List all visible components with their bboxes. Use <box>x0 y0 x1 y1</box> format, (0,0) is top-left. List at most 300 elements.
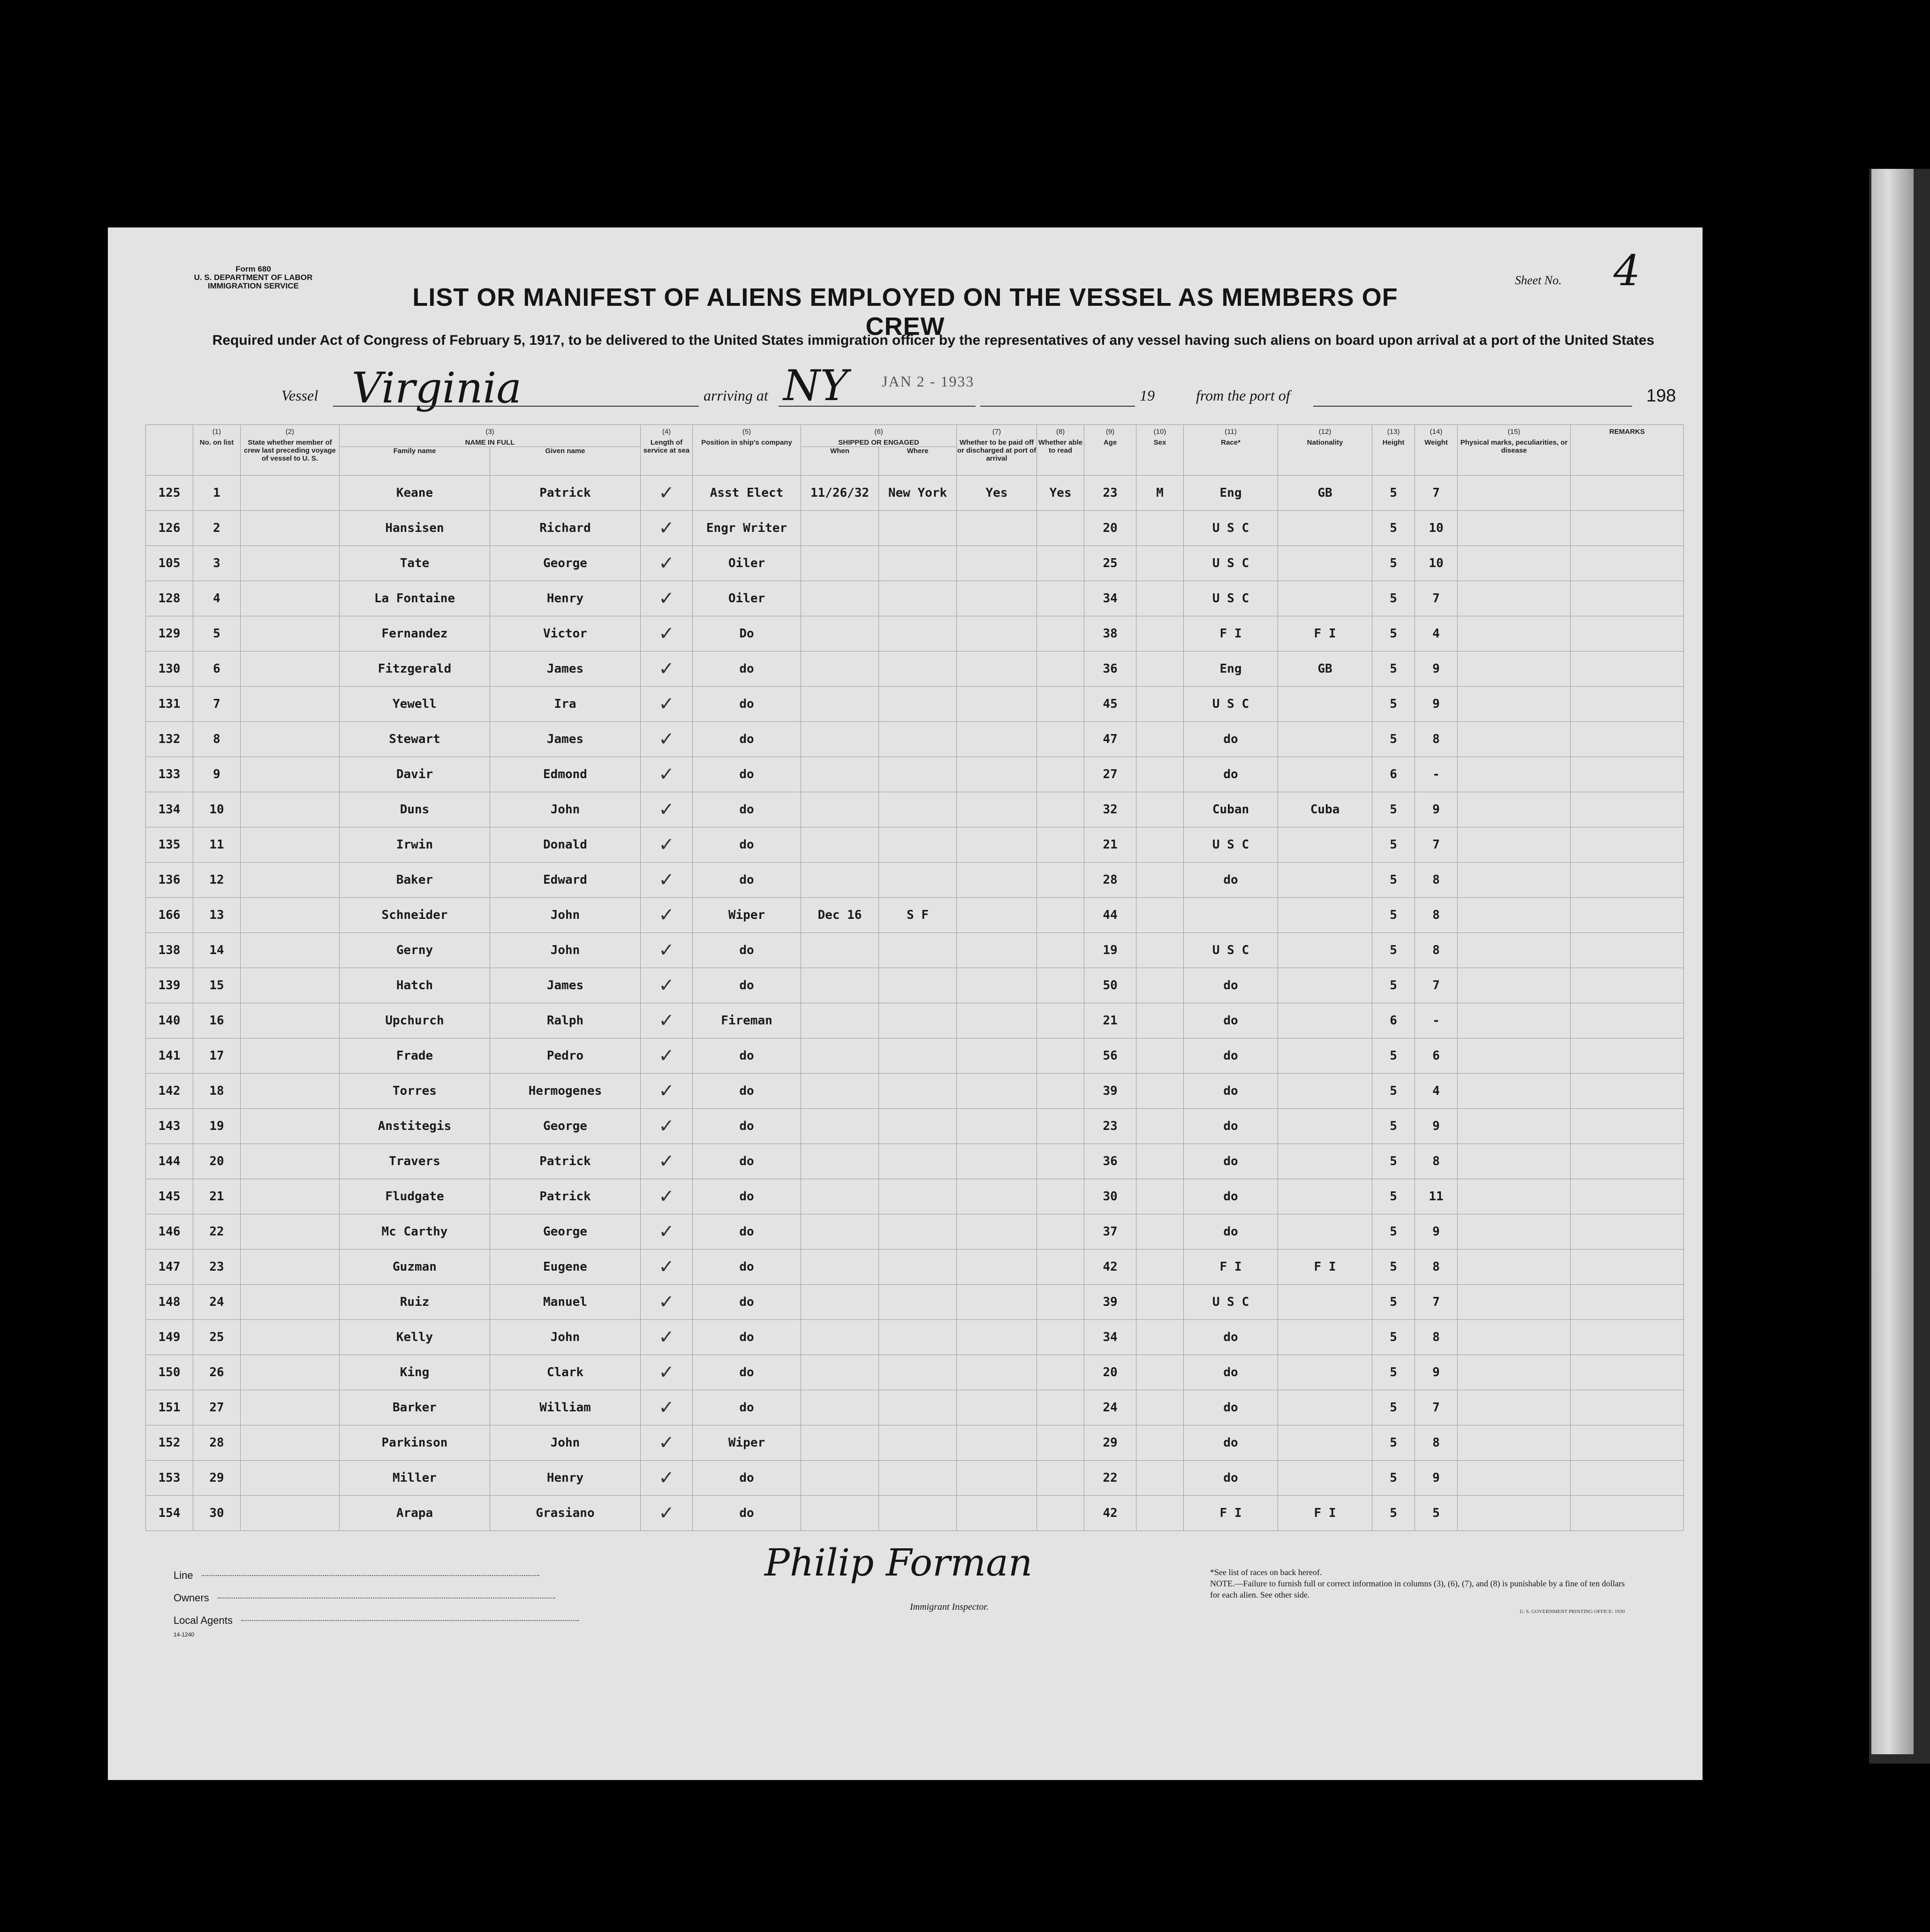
able-to-read-cell <box>1037 1461 1084 1496</box>
able-to-read-cell <box>1037 722 1084 757</box>
nationality-cell <box>1278 1390 1372 1425</box>
able-to-read-cell <box>1037 652 1084 687</box>
check-mark-icon: ✓ <box>658 1467 674 1489</box>
physical-marks-cell <box>1458 511 1571 546</box>
family-name-cell: Fludgate <box>340 1179 490 1214</box>
remarks-cell <box>1571 476 1684 511</box>
physical-marks-cell <box>1458 898 1571 933</box>
paid-off-cell <box>957 933 1037 968</box>
sheet-label: Sheet No. <box>1515 273 1562 287</box>
last-voyage-cell <box>241 1461 340 1496</box>
table-row <box>146 616 1684 652</box>
last-voyage-cell <box>241 1109 340 1144</box>
race-cell: U S C <box>1184 511 1278 546</box>
height-cell: 6 <box>1372 1003 1415 1038</box>
height-cell: 5 <box>1372 1285 1415 1320</box>
shipped-when-cell <box>801 933 879 968</box>
row-number-cell: 24 <box>193 1285 241 1320</box>
physical-marks-cell <box>1458 722 1571 757</box>
remarks-cell <box>1571 933 1684 968</box>
table-row <box>146 476 1684 511</box>
age-cell: 56 <box>1084 1038 1136 1074</box>
shipped-when-cell <box>801 511 879 546</box>
ref-cell: 149 <box>146 1320 193 1355</box>
shipped-when-cell <box>801 1285 879 1320</box>
race-cell: do <box>1184 722 1278 757</box>
given-name-cell: Eugene <box>490 1250 641 1285</box>
last-voyage-cell <box>241 1390 340 1425</box>
position-cell: do <box>693 652 801 687</box>
given-name-cell: Henry <box>490 581 641 616</box>
sex-cell <box>1136 616 1184 652</box>
shipped-when-cell <box>801 968 879 1003</box>
col-sex-header: (10) Sex <box>1136 425 1184 476</box>
service-check-cell <box>641 616 693 652</box>
last-voyage-cell <box>241 1038 340 1074</box>
check-mark-icon: ✓ <box>658 764 674 785</box>
height-cell: 5 <box>1372 1214 1415 1250</box>
weight-cell: 8 <box>1415 933 1458 968</box>
age-cell: 25 <box>1084 546 1136 581</box>
position-cell: do <box>693 1074 801 1109</box>
given-name-cell: Henry <box>490 1461 641 1496</box>
shipped-when-cell <box>801 1461 879 1496</box>
height-cell: 6 <box>1372 757 1415 792</box>
family-name-cell: Irwin <box>340 827 490 863</box>
service-check-cell <box>641 1390 693 1425</box>
remarks-cell <box>1571 1144 1684 1179</box>
physical-marks-cell <box>1458 1320 1571 1355</box>
date-stamp: JAN 2 - 1933 <box>882 373 975 390</box>
age-cell: 20 <box>1084 511 1136 546</box>
family-name-cell: Upchurch <box>340 1003 490 1038</box>
table-row <box>146 1003 1684 1038</box>
given-name-cell: James <box>490 968 641 1003</box>
shipped-when-cell <box>801 1109 879 1144</box>
able-to-read-cell <box>1037 792 1084 827</box>
last-voyage-cell <box>241 1320 340 1355</box>
remarks-cell <box>1571 687 1684 722</box>
shipped-when-cell <box>801 1320 879 1355</box>
position-cell: do <box>693 1144 801 1179</box>
shipped-when-cell <box>801 1003 879 1038</box>
paid-off-cell <box>957 1320 1037 1355</box>
nationality-cell <box>1278 687 1372 722</box>
able-to-read-cell <box>1037 933 1084 968</box>
service-check-cell <box>641 722 693 757</box>
shipped-when-cell <box>801 1144 879 1179</box>
shipped-where-cell <box>879 1355 957 1390</box>
table-row <box>146 722 1684 757</box>
physical-marks-cell <box>1458 652 1571 687</box>
family-name-cell: Gerny <box>340 933 490 968</box>
race-cell: U S C <box>1184 827 1278 863</box>
check-mark-icon: ✓ <box>658 975 674 996</box>
age-cell: 50 <box>1084 968 1136 1003</box>
weight-cell: 5 <box>1415 1496 1458 1531</box>
ref-cell: 151 <box>146 1390 193 1425</box>
shipped-where-cell <box>879 1074 957 1109</box>
nationality-cell <box>1278 1285 1372 1320</box>
physical-marks-cell <box>1458 476 1571 511</box>
height-cell: 5 <box>1372 1250 1415 1285</box>
nationality-cell: GB <box>1278 652 1372 687</box>
given-name-cell: John <box>490 792 641 827</box>
service-check-cell <box>641 546 693 581</box>
given-name-cell: Victor <box>490 616 641 652</box>
physical-marks-cell <box>1458 616 1571 652</box>
table-row <box>146 511 1684 546</box>
height-cell: 5 <box>1372 1425 1415 1461</box>
race-cell: do <box>1184 1461 1278 1496</box>
sex-cell <box>1136 827 1184 863</box>
paid-off-cell <box>957 687 1037 722</box>
race-cell: F I <box>1184 1250 1278 1285</box>
age-cell: 39 <box>1084 1285 1136 1320</box>
age-cell: 21 <box>1084 1003 1136 1038</box>
from-port-label: from the port of <box>1196 387 1290 404</box>
sex-cell <box>1136 1074 1184 1109</box>
table-row <box>146 863 1684 898</box>
able-to-read-cell <box>1037 1285 1084 1320</box>
age-cell: 19 <box>1084 933 1136 968</box>
table-row <box>146 1250 1684 1285</box>
race-cell: F I <box>1184 616 1278 652</box>
paid-off-cell <box>957 1390 1037 1425</box>
nationality-cell <box>1278 863 1372 898</box>
nationality-cell: GB <box>1278 476 1372 511</box>
paid-off-cell <box>957 1355 1037 1390</box>
agents-field: Local Agents <box>174 1609 579 1632</box>
given-name-cell: Manuel <box>490 1285 641 1320</box>
ref-cell: 126 <box>146 511 193 546</box>
last-voyage-cell <box>241 827 340 863</box>
age-cell: 20 <box>1084 1355 1136 1390</box>
age-cell: 37 <box>1084 1214 1136 1250</box>
physical-marks-cell <box>1458 1144 1571 1179</box>
family-name-cell: Ruiz <box>340 1285 490 1320</box>
where-header: Where <box>879 447 957 476</box>
service-check-cell <box>641 1496 693 1531</box>
col-read-header: (8) Whether able to read <box>1037 425 1084 476</box>
physical-marks-cell <box>1458 1425 1571 1461</box>
position-cell: Engr Writer <box>693 511 801 546</box>
nationality-cell <box>1278 827 1372 863</box>
ref-cell: 134 <box>146 792 193 827</box>
col-nationality-header: (12) Nationality <box>1278 425 1372 476</box>
paid-off-cell <box>957 1214 1037 1250</box>
able-to-read-cell <box>1037 968 1084 1003</box>
weight-cell: 9 <box>1415 792 1458 827</box>
weight-cell: 7 <box>1415 581 1458 616</box>
nationality-cell <box>1278 1425 1372 1461</box>
owners-field: Owners <box>174 1587 579 1609</box>
ref-cell: 136 <box>146 863 193 898</box>
check-mark-icon: ✓ <box>658 482 674 504</box>
race-cell: do <box>1184 1320 1278 1355</box>
physical-marks-cell <box>1458 1285 1571 1320</box>
remarks-cell <box>1571 1425 1684 1461</box>
check-mark-icon: ✓ <box>658 869 674 891</box>
given-name-cell: Pedro <box>490 1038 641 1074</box>
age-cell: 36 <box>1084 1144 1136 1179</box>
arriving-port: NY <box>783 361 848 410</box>
sex-cell <box>1136 1144 1184 1179</box>
nationality-cell <box>1278 581 1372 616</box>
table-row <box>146 1496 1684 1531</box>
shipped-where-cell: New York <box>879 476 957 511</box>
age-cell: 22 <box>1084 1461 1136 1496</box>
height-cell: 5 <box>1372 581 1415 616</box>
service-check-cell <box>641 933 693 968</box>
race-cell: do <box>1184 1214 1278 1250</box>
able-to-read-cell <box>1037 1144 1084 1179</box>
family-name-cell: Barker <box>340 1390 490 1425</box>
height-cell: 5 <box>1372 546 1415 581</box>
physical-marks-cell <box>1458 1003 1571 1038</box>
shipped-where-cell <box>879 1285 957 1320</box>
physical-marks-cell <box>1458 933 1571 968</box>
remarks-cell <box>1571 1320 1684 1355</box>
race-cell: do <box>1184 1179 1278 1214</box>
check-mark-icon: ✓ <box>658 904 674 926</box>
shipped-where-cell: S F <box>879 898 957 933</box>
check-mark-icon: ✓ <box>658 1221 674 1243</box>
footer-fields <box>174 1564 579 1637</box>
able-to-read-cell <box>1037 827 1084 863</box>
service-check-cell <box>641 792 693 827</box>
service-check-cell <box>641 757 693 792</box>
weight-cell: 9 <box>1415 1355 1458 1390</box>
row-number-cell: 8 <box>193 722 241 757</box>
position-cell: Asst Elect <box>693 476 801 511</box>
ref-cell: 143 <box>146 1109 193 1144</box>
shipped-when-cell <box>801 1390 879 1425</box>
last-voyage-cell <box>241 581 340 616</box>
column-header-row <box>146 425 1684 447</box>
able-to-read-cell <box>1037 1250 1084 1285</box>
col-race-header: (11) Race* <box>1184 425 1278 476</box>
ref-cell: 150 <box>146 1355 193 1390</box>
physical-marks-cell <box>1458 792 1571 827</box>
shipped-when-cell <box>801 1214 879 1250</box>
weight-cell: 7 <box>1415 1390 1458 1425</box>
paid-off-cell <box>957 1496 1037 1531</box>
check-mark-icon: ✓ <box>658 658 674 680</box>
position-cell: Wiper <box>693 898 801 933</box>
family-name-cell: Travers <box>340 1144 490 1179</box>
ref-cell: 129 <box>146 616 193 652</box>
paid-off-cell <box>957 1109 1037 1144</box>
row-number-cell: 17 <box>193 1038 241 1074</box>
race-cell: Cuban <box>1184 792 1278 827</box>
sex-cell <box>1136 1285 1184 1320</box>
remarks-cell <box>1571 1285 1684 1320</box>
sex-cell <box>1136 968 1184 1003</box>
age-cell: 39 <box>1084 1074 1136 1109</box>
given-name-cell: George <box>490 1109 641 1144</box>
table-row <box>146 581 1684 616</box>
age-cell: 34 <box>1084 581 1136 616</box>
sex-cell <box>1136 722 1184 757</box>
row-number-cell: 4 <box>193 581 241 616</box>
shipped-where-cell <box>879 1179 957 1214</box>
shipped-where-cell <box>879 792 957 827</box>
col-paid-off-header: (7) Whether to be paid off or discharged at port of arrival <box>957 425 1037 476</box>
year-prefix: 19 <box>1140 387 1155 404</box>
paid-off-cell <box>957 968 1037 1003</box>
remarks-cell <box>1571 1390 1684 1425</box>
paid-off-cell <box>957 546 1037 581</box>
check-mark-icon: ✓ <box>658 623 674 644</box>
height-cell: 5 <box>1372 1390 1415 1425</box>
able-to-read-cell <box>1037 687 1084 722</box>
family-name-cell: Kelly <box>340 1320 490 1355</box>
height-cell: 5 <box>1372 722 1415 757</box>
remarks-cell <box>1571 968 1684 1003</box>
sex-cell <box>1136 933 1184 968</box>
shipped-where-cell <box>879 581 957 616</box>
position-cell: do <box>693 863 801 898</box>
ref-cell: 154 <box>146 1496 193 1531</box>
nationality-cell <box>1278 757 1372 792</box>
given-name-cell: William <box>490 1390 641 1425</box>
service-check-cell <box>641 1461 693 1496</box>
ref-cell: 152 <box>146 1425 193 1461</box>
last-voyage-cell <box>241 1355 340 1390</box>
check-mark-icon: ✓ <box>658 1326 674 1348</box>
age-cell: 36 <box>1084 652 1136 687</box>
row-number-cell: 20 <box>193 1144 241 1179</box>
ref-cell: 166 <box>146 898 193 933</box>
penalty-note: NOTE.—Failure to furnish full or correct information in columns (3), (6), (7), and (8) is punishable by a fine of ten dollars for each alien. See other side. <box>1210 1579 1625 1599</box>
family-name-cell: Baker <box>340 863 490 898</box>
check-mark-icon: ✓ <box>658 834 674 856</box>
form-service: IMMIGRATION SERVICE <box>208 281 299 290</box>
paid-off-cell <box>957 1425 1037 1461</box>
family-name-cell: Frade <box>340 1038 490 1074</box>
row-number-cell: 1 <box>193 476 241 511</box>
remarks-cell <box>1571 1250 1684 1285</box>
able-to-read-cell <box>1037 898 1084 933</box>
weight-cell: 9 <box>1415 1214 1458 1250</box>
table-row <box>146 1320 1684 1355</box>
physical-marks-cell <box>1458 1074 1571 1109</box>
when-header: When <box>801 447 879 476</box>
shipped-where-cell <box>879 933 957 968</box>
row-number-cell: 26 <box>193 1355 241 1390</box>
table-row <box>146 1425 1684 1461</box>
paid-off-cell <box>957 1461 1037 1496</box>
given-name-cell: John <box>490 933 641 968</box>
height-cell: 5 <box>1372 1496 1415 1531</box>
remarks-cell <box>1571 863 1684 898</box>
paid-off-cell <box>957 827 1037 863</box>
remarks-cell <box>1571 1038 1684 1074</box>
remarks-cell <box>1571 511 1684 546</box>
sex-cell <box>1136 1320 1184 1355</box>
shipped-where-cell <box>879 1496 957 1531</box>
paid-off-cell <box>957 1250 1037 1285</box>
shipped-when-cell <box>801 616 879 652</box>
table-row <box>146 1038 1684 1074</box>
ref-cell: 140 <box>146 1003 193 1038</box>
sex-cell <box>1136 792 1184 827</box>
check-mark-icon: ✓ <box>658 693 674 715</box>
weight-cell: 4 <box>1415 616 1458 652</box>
position-cell: Oiler <box>693 581 801 616</box>
age-cell: 45 <box>1084 687 1136 722</box>
shipped-where-cell <box>879 757 957 792</box>
position-cell: do <box>693 1285 801 1320</box>
service-check-cell <box>641 1285 693 1320</box>
remarks-cell <box>1571 1214 1684 1250</box>
paid-off-cell <box>957 792 1037 827</box>
row-number-cell: 23 <box>193 1250 241 1285</box>
row-number-cell: 29 <box>193 1461 241 1496</box>
line-field: Line <box>174 1564 579 1587</box>
last-voyage-cell <box>241 863 340 898</box>
shipped-where-cell <box>879 1109 957 1144</box>
weight-cell: 6 <box>1415 1038 1458 1074</box>
ref-cell: 146 <box>146 1214 193 1250</box>
table-row <box>146 933 1684 968</box>
height-cell: 5 <box>1372 476 1415 511</box>
row-number-cell: 15 <box>193 968 241 1003</box>
col-height-header: (13) Height <box>1372 425 1415 476</box>
nationality-cell <box>1278 1461 1372 1496</box>
remarks-cell <box>1571 1179 1684 1214</box>
nationality-cell: Cuba <box>1278 792 1372 827</box>
sex-cell <box>1136 1038 1184 1074</box>
race-cell: do <box>1184 1144 1278 1179</box>
inspector-label: Immigrant Inspector. <box>910 1602 989 1612</box>
family-name-cell: Hatch <box>340 968 490 1003</box>
service-check-cell <box>641 1425 693 1461</box>
form-number: Form 680 <box>235 265 271 273</box>
position-cell: do <box>693 1109 801 1144</box>
table-row <box>146 1144 1684 1179</box>
sex-cell <box>1136 1355 1184 1390</box>
age-cell: 24 <box>1084 1390 1136 1425</box>
paid-off-cell <box>957 722 1037 757</box>
last-voyage-cell <box>241 1250 340 1285</box>
table-row <box>146 968 1684 1003</box>
check-mark-icon: ✓ <box>658 588 674 609</box>
page-title: LIST OR MANIFEST OF ALIENS EMPLOYED ON THE VESSEL AS MEMBERS OF CREW <box>412 283 1398 341</box>
family-name-cell: Fitzgerald <box>340 652 490 687</box>
shipped-where-cell <box>879 1320 957 1355</box>
col-remarks-header: REMARKS <box>1571 425 1684 476</box>
sex-cell <box>1136 863 1184 898</box>
remarks-cell <box>1571 792 1684 827</box>
height-cell: 5 <box>1372 863 1415 898</box>
nationality-cell: F I <box>1278 1496 1372 1531</box>
check-mark-icon: ✓ <box>658 1502 674 1524</box>
race-cell: do <box>1184 757 1278 792</box>
printer-credit: U. S. GOVERNMENT PRINTING OFFICE: 1930 <box>1520 1609 1625 1614</box>
paid-off-cell <box>957 863 1037 898</box>
service-check-cell <box>641 652 693 687</box>
weight-cell: 4 <box>1415 1074 1458 1109</box>
weight-cell: - <box>1415 1003 1458 1038</box>
height-cell: 5 <box>1372 687 1415 722</box>
shipped-where-cell <box>879 652 957 687</box>
height-cell: 5 <box>1372 652 1415 687</box>
ref-cell: 130 <box>146 652 193 687</box>
given-name-cell: Patrick <box>490 1179 641 1214</box>
row-number-cell: 30 <box>193 1496 241 1531</box>
